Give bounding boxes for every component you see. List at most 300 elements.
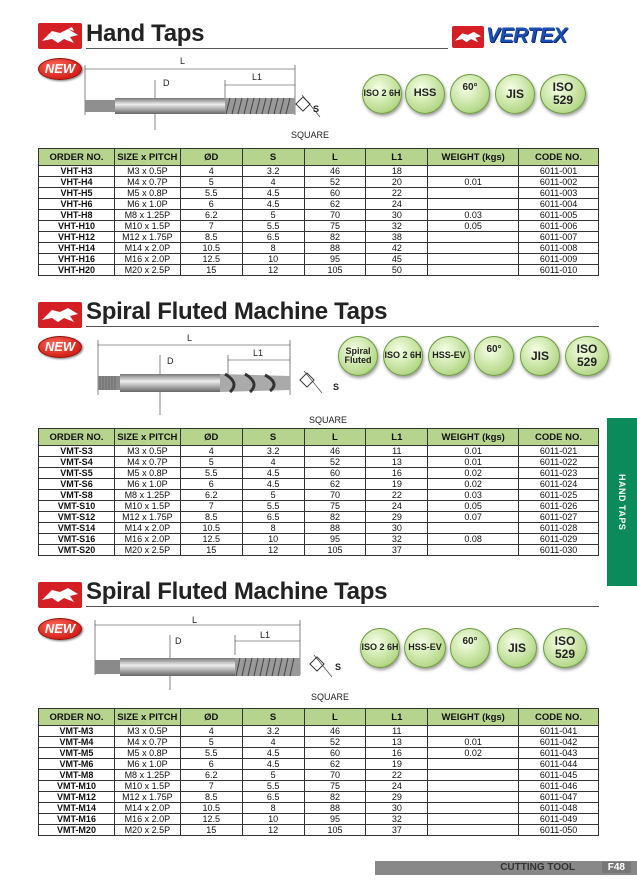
cell-size: M5 x 0.8P [114, 468, 180, 479]
cell-code: 6011-049 [519, 814, 599, 825]
cell-l1: 29 [366, 512, 428, 523]
cell-l: 82 [304, 512, 366, 523]
cell-w: 0.05 [428, 501, 519, 512]
square-label: SQUARE [311, 692, 350, 702]
cell-d: 8.5 [180, 232, 242, 243]
cell-w: 0.01 [428, 457, 519, 468]
dim-label-s: S [333, 382, 340, 392]
section-title-spiral-fluted-m: Spiral Fluted Machine Taps [86, 578, 388, 605]
cell-l: 82 [304, 792, 366, 803]
table-row [39, 781, 599, 792]
cell-l1: 30 [366, 803, 428, 814]
cell-s: 4.5 [242, 748, 304, 759]
cell-l: 46 [304, 166, 366, 177]
cell-s: 4.5 [242, 479, 304, 490]
cell-w [428, 166, 519, 177]
cell-code: 6011-050 [519, 825, 599, 836]
cell-l: 70 [304, 770, 366, 781]
table-row [39, 188, 599, 199]
cell-l: 105 [304, 265, 366, 276]
table-row [39, 501, 599, 512]
cell-size: M12 x 1.75P [114, 792, 180, 803]
cell-d: 5 [180, 177, 242, 188]
cell-l1: 22 [366, 490, 428, 501]
table-row [39, 759, 599, 770]
feature-iso2-6h: ISO 2 6H [360, 628, 400, 668]
cell-order: VMT-S16 [39, 534, 115, 545]
cell-size: M16 x 2.0P [114, 814, 180, 825]
cell-w: 0.02 [428, 479, 519, 490]
cell-d: 8.5 [180, 792, 242, 803]
cell-s: 12 [242, 545, 304, 556]
cell-s: 6.5 [242, 232, 304, 243]
table-row [39, 232, 599, 243]
cell-size: M20 x 2.5P [114, 825, 180, 836]
cell-order: VMT-S3 [39, 446, 115, 457]
cell-l1: 11 [366, 726, 428, 737]
dim-label-l1: L1 [253, 348, 264, 358]
cell-d: 7 [180, 781, 242, 792]
square-label: SQUARE [291, 130, 330, 140]
table-row [39, 534, 599, 545]
table-row [39, 523, 599, 534]
cell-order: VMT-S10 [39, 501, 115, 512]
cell-s: 12 [242, 825, 304, 836]
dim-label-l: L [180, 56, 186, 66]
cell-l: 62 [304, 759, 366, 770]
cell-d: 4 [180, 446, 242, 457]
cell-d: 6.2 [180, 770, 242, 781]
cell-size: M3 x 0.5P [114, 166, 180, 177]
table-row [39, 792, 599, 803]
cell-order: VMT-M8 [39, 770, 115, 781]
cell-size: M4 x 0.7P [114, 737, 180, 748]
cell-order: VMT-S5 [39, 468, 115, 479]
cell-l1: 32 [366, 814, 428, 825]
table-row [39, 726, 599, 737]
title-underline [86, 48, 448, 49]
cell-l1: 32 [366, 534, 428, 545]
column-header: ORDER NO. [39, 429, 115, 446]
cell-order: VHT-H8 [39, 210, 115, 221]
table-row [39, 512, 599, 523]
cell-code: 6011-009 [519, 254, 599, 265]
cell-code: 6011-029 [519, 534, 599, 545]
cell-s: 3.2 [242, 166, 304, 177]
cell-code: 6011-024 [519, 479, 599, 490]
cell-w: 0.01 [428, 446, 519, 457]
cell-l: 75 [304, 501, 366, 512]
cell-code: 6011-025 [519, 490, 599, 501]
cell-code: 6011-006 [519, 221, 599, 232]
cell-order: VMT-S14 [39, 523, 115, 534]
cell-w [428, 545, 519, 556]
column-header: L1 [366, 709, 428, 726]
cell-d: 5 [180, 737, 242, 748]
cell-s: 6.5 [242, 792, 304, 803]
cell-d: 6.2 [180, 210, 242, 221]
column-header: S [242, 149, 304, 166]
cell-order: VMT-M14 [39, 803, 115, 814]
cell-d: 6 [180, 199, 242, 210]
column-header: L1 [366, 429, 428, 446]
cell-code: 6011-007 [519, 232, 599, 243]
cell-size: M12 x 1.75P [114, 232, 180, 243]
cell-w: 0.05 [428, 221, 519, 232]
feature-iso2-6h: ISO 2 6H [383, 336, 423, 376]
cell-s: 12 [242, 265, 304, 276]
cell-w: 0.03 [428, 490, 519, 501]
table-row [39, 177, 599, 188]
cell-l: 105 [304, 825, 366, 836]
cell-w [428, 243, 519, 254]
table-row [39, 545, 599, 556]
cell-size: M3 x 0.5P [114, 446, 180, 457]
cell-l: 46 [304, 726, 366, 737]
cell-order: VHT-H20 [39, 265, 115, 276]
cell-size: M8 x 1.25P [114, 770, 180, 781]
cell-order: VHT-H6 [39, 199, 115, 210]
column-header: SIZE x PITCH [114, 709, 180, 726]
hand-taps-table [38, 148, 599, 276]
feature-iso529: ISO 529 [543, 628, 587, 668]
cell-s: 4.5 [242, 188, 304, 199]
cell-l: 60 [304, 468, 366, 479]
cell-w [428, 825, 519, 836]
vertex-brand-logo [452, 24, 602, 52]
dim-label-l1: L1 [252, 72, 263, 82]
cell-order: VHT-H10 [39, 221, 115, 232]
cell-s: 5.5 [242, 781, 304, 792]
dim-label-l1: L1 [260, 630, 271, 640]
column-header: ORDER NO. [39, 709, 115, 726]
cell-order: VMT-M16 [39, 814, 115, 825]
cell-s: 5 [242, 210, 304, 221]
dim-label-d: D [163, 78, 170, 88]
footer-page-number: F48 [602, 862, 631, 873]
cell-code: 6011-023 [519, 468, 599, 479]
cell-d: 10.5 [180, 523, 242, 534]
column-header: ØD [180, 429, 242, 446]
cell-order: VMT-M5 [39, 748, 115, 759]
table-row [39, 490, 599, 501]
eagle-logo [38, 23, 82, 49]
cell-d: 5.5 [180, 748, 242, 759]
feature-60-degree-thread-icon: 60° [474, 336, 514, 376]
new-badge: NEW [38, 618, 82, 640]
dim-label-l: L [192, 615, 198, 625]
cell-size: M16 x 2.0P [114, 254, 180, 265]
brand-name: VERTEX [486, 24, 567, 47]
cell-l: 62 [304, 199, 366, 210]
cell-d: 5.5 [180, 468, 242, 479]
cell-order: VMT-M3 [39, 726, 115, 737]
cell-size: M14 x 2.0P [114, 243, 180, 254]
cell-size: M4 x 0.7P [114, 177, 180, 188]
cell-l: 88 [304, 243, 366, 254]
cell-code: 6011-028 [519, 523, 599, 534]
cell-s: 10 [242, 814, 304, 825]
cell-w: 0.01 [428, 177, 519, 188]
cell-s: 3.2 [242, 726, 304, 737]
cell-l1: 11 [366, 446, 428, 457]
side-tab-hand-taps: HAND TAPS [607, 418, 637, 586]
cell-size: M10 x 1.5P [114, 221, 180, 232]
spiral-fluted-m-table [38, 708, 599, 836]
cell-s: 4 [242, 177, 304, 188]
cell-d: 6.2 [180, 490, 242, 501]
cell-l: 105 [304, 545, 366, 556]
cell-l1: 20 [366, 177, 428, 188]
cell-w: 0.08 [428, 534, 519, 545]
cell-code: 6011-044 [519, 759, 599, 770]
dim-label-d: D [167, 356, 174, 366]
table-row [39, 770, 599, 781]
cell-size: M16 x 2.0P [114, 534, 180, 545]
table-header-row [39, 149, 599, 166]
cell-s: 6.5 [242, 512, 304, 523]
cell-l: 88 [304, 523, 366, 534]
cell-l: 95 [304, 254, 366, 265]
cell-order: VMT-S12 [39, 512, 115, 523]
feature-iso529: ISO 529 [540, 74, 586, 114]
feature-60-degree-thread-icon: 60° [450, 628, 490, 668]
table-row [39, 210, 599, 221]
cell-l1: 16 [366, 468, 428, 479]
spiral-tap-diagram [90, 335, 360, 425]
cell-code: 6011-021 [519, 446, 599, 457]
eagle-logo [38, 302, 82, 328]
brand-eagle-icon [452, 26, 484, 48]
table-header-row [39, 429, 599, 446]
table-row [39, 254, 599, 265]
cell-d: 12.5 [180, 534, 242, 545]
cell-w [428, 188, 519, 199]
cell-l: 52 [304, 177, 366, 188]
column-header: L [304, 429, 366, 446]
cell-w [428, 781, 519, 792]
cell-d: 4 [180, 166, 242, 177]
cell-l1: 13 [366, 737, 428, 748]
cell-code: 6011-041 [519, 726, 599, 737]
dim-label-l: L [187, 333, 193, 343]
cell-d: 12.5 [180, 254, 242, 265]
cell-d: 15 [180, 265, 242, 276]
cell-l1: 19 [366, 479, 428, 490]
table-row [39, 825, 599, 836]
cell-order: VHT-H3 [39, 166, 115, 177]
cell-s: 10 [242, 534, 304, 545]
title-underline [86, 606, 599, 607]
cell-d: 5 [180, 457, 242, 468]
cell-w [428, 814, 519, 825]
new-badge: NEW [38, 58, 82, 80]
cell-l1: 42 [366, 243, 428, 254]
cell-size: M3 x 0.5P [114, 726, 180, 737]
cell-code: 6011-022 [519, 457, 599, 468]
cell-code: 6011-010 [519, 265, 599, 276]
cell-l1: 22 [366, 188, 428, 199]
cell-d: 7 [180, 501, 242, 512]
table-row [39, 803, 599, 814]
cell-code: 6011-048 [519, 803, 599, 814]
cell-code: 6011-005 [519, 210, 599, 221]
column-header: ØD [180, 709, 242, 726]
cell-d: 7 [180, 221, 242, 232]
cell-w: 0.01 [428, 737, 519, 748]
cell-size: M20 x 2.5P [114, 265, 180, 276]
cell-w: 0.07 [428, 512, 519, 523]
cell-size: M10 x 1.5P [114, 781, 180, 792]
cell-l: 52 [304, 457, 366, 468]
cell-w [428, 803, 519, 814]
cell-l: 95 [304, 534, 366, 545]
column-header: CODE NO. [519, 149, 599, 166]
column-header: S [242, 709, 304, 726]
cell-l: 52 [304, 737, 366, 748]
cell-size: M20 x 2.5P [114, 545, 180, 556]
column-header: S [242, 429, 304, 446]
cell-code: 6011-002 [519, 177, 599, 188]
cell-size: M14 x 2.0P [114, 523, 180, 534]
column-header: WEIGHT (kgs) [428, 429, 519, 446]
cell-s: 4 [242, 737, 304, 748]
cell-d: 8.5 [180, 512, 242, 523]
cell-size: M4 x 0.7P [114, 457, 180, 468]
footer-bar [375, 861, 637, 875]
cell-d: 10.5 [180, 243, 242, 254]
cell-w: 0.02 [428, 748, 519, 759]
cell-w [428, 254, 519, 265]
cell-l1: 30 [366, 210, 428, 221]
feature-jis: JIS [495, 74, 535, 114]
cell-l: 82 [304, 232, 366, 243]
table-row [39, 479, 599, 490]
feature-jis: JIS [497, 628, 537, 668]
cell-d: 15 [180, 545, 242, 556]
cell-l: 95 [304, 814, 366, 825]
cell-size: M14 x 2.0P [114, 803, 180, 814]
column-header: WEIGHT (kgs) [428, 709, 519, 726]
section-title-spiral-fluted-s: Spiral Fluted Machine Taps [86, 298, 388, 325]
feature-spiral-fluted: Spiral Fluted [338, 336, 378, 376]
cell-order: VHT-H16 [39, 254, 115, 265]
feature-60-degree-thread-icon: 60° [450, 74, 490, 114]
cell-size: M6 x 1.0P [114, 479, 180, 490]
cell-l: 70 [304, 210, 366, 221]
cell-order: VMT-M10 [39, 781, 115, 792]
dim-label-s: S [335, 662, 342, 672]
cell-l: 88 [304, 803, 366, 814]
cell-order: VMT-S8 [39, 490, 115, 501]
cell-size: M8 x 1.25P [114, 490, 180, 501]
cell-l: 75 [304, 221, 366, 232]
cell-s: 4.5 [242, 759, 304, 770]
table-header-row [39, 709, 599, 726]
cell-d: 15 [180, 825, 242, 836]
table-row [39, 243, 599, 254]
section-title-hand-taps: Hand Taps [86, 20, 205, 47]
cell-d: 4 [180, 726, 242, 737]
feature-hss: HSS [405, 74, 445, 114]
cell-code: 6011-027 [519, 512, 599, 523]
cell-size: M5 x 0.8P [114, 188, 180, 199]
cell-l1: 24 [366, 199, 428, 210]
cell-order: VMT-S20 [39, 545, 115, 556]
column-header: WEIGHT (kgs) [428, 149, 519, 166]
cell-l: 75 [304, 781, 366, 792]
cell-w [428, 199, 519, 210]
table-row [39, 166, 599, 177]
cell-code: 6011-030 [519, 545, 599, 556]
cell-order: VHT-H4 [39, 177, 115, 188]
cell-l1: 38 [366, 232, 428, 243]
cell-code: 6011-045 [519, 770, 599, 781]
cell-l1: 29 [366, 792, 428, 803]
table-row [39, 221, 599, 232]
cell-l1: 22 [366, 770, 428, 781]
cell-w [428, 265, 519, 276]
cell-s: 5 [242, 490, 304, 501]
table-row [39, 457, 599, 468]
cell-s: 8 [242, 523, 304, 534]
cell-code: 6011-047 [519, 792, 599, 803]
cell-s: 5.5 [242, 221, 304, 232]
cell-l: 60 [304, 188, 366, 199]
column-header: L1 [366, 149, 428, 166]
cell-d: 6 [180, 479, 242, 490]
cell-d: 5.5 [180, 188, 242, 199]
cell-l1: 37 [366, 825, 428, 836]
column-header: ORDER NO. [39, 149, 115, 166]
feature-iso2-6h: ISO 2 6H [362, 74, 402, 114]
column-header: SIZE x PITCH [114, 429, 180, 446]
cell-code: 6011-042 [519, 737, 599, 748]
cell-w [428, 232, 519, 243]
cell-s: 4 [242, 457, 304, 468]
cell-l1: 30 [366, 523, 428, 534]
new-badge: NEW [38, 336, 82, 358]
table-row [39, 737, 599, 748]
cell-l1: 32 [366, 221, 428, 232]
cell-code: 6011-001 [519, 166, 599, 177]
cell-s: 3.2 [242, 446, 304, 457]
cell-s: 4.5 [242, 199, 304, 210]
cell-l: 60 [304, 748, 366, 759]
cell-s: 5 [242, 770, 304, 781]
spiral-fluted-s-table [38, 428, 599, 556]
cell-size: M8 x 1.25P [114, 210, 180, 221]
cell-order: VHT-H5 [39, 188, 115, 199]
cell-w [428, 523, 519, 534]
cell-l1: 50 [366, 265, 428, 276]
cell-d: 12.5 [180, 814, 242, 825]
cell-l: 70 [304, 490, 366, 501]
column-header: CODE NO. [519, 709, 599, 726]
cell-l1: 37 [366, 545, 428, 556]
cell-order: VMT-S4 [39, 457, 115, 468]
table-row [39, 748, 599, 759]
feature-jis: JIS [520, 336, 560, 376]
cell-size: M6 x 1.0P [114, 199, 180, 210]
feature-iso529: ISO 529 [565, 336, 609, 376]
dim-label-d: D [175, 636, 182, 646]
cell-l1: 13 [366, 457, 428, 468]
column-header: ØD [180, 149, 242, 166]
cell-code: 6011-003 [519, 188, 599, 199]
cell-w [428, 726, 519, 737]
dim-label-s: S [313, 104, 320, 114]
